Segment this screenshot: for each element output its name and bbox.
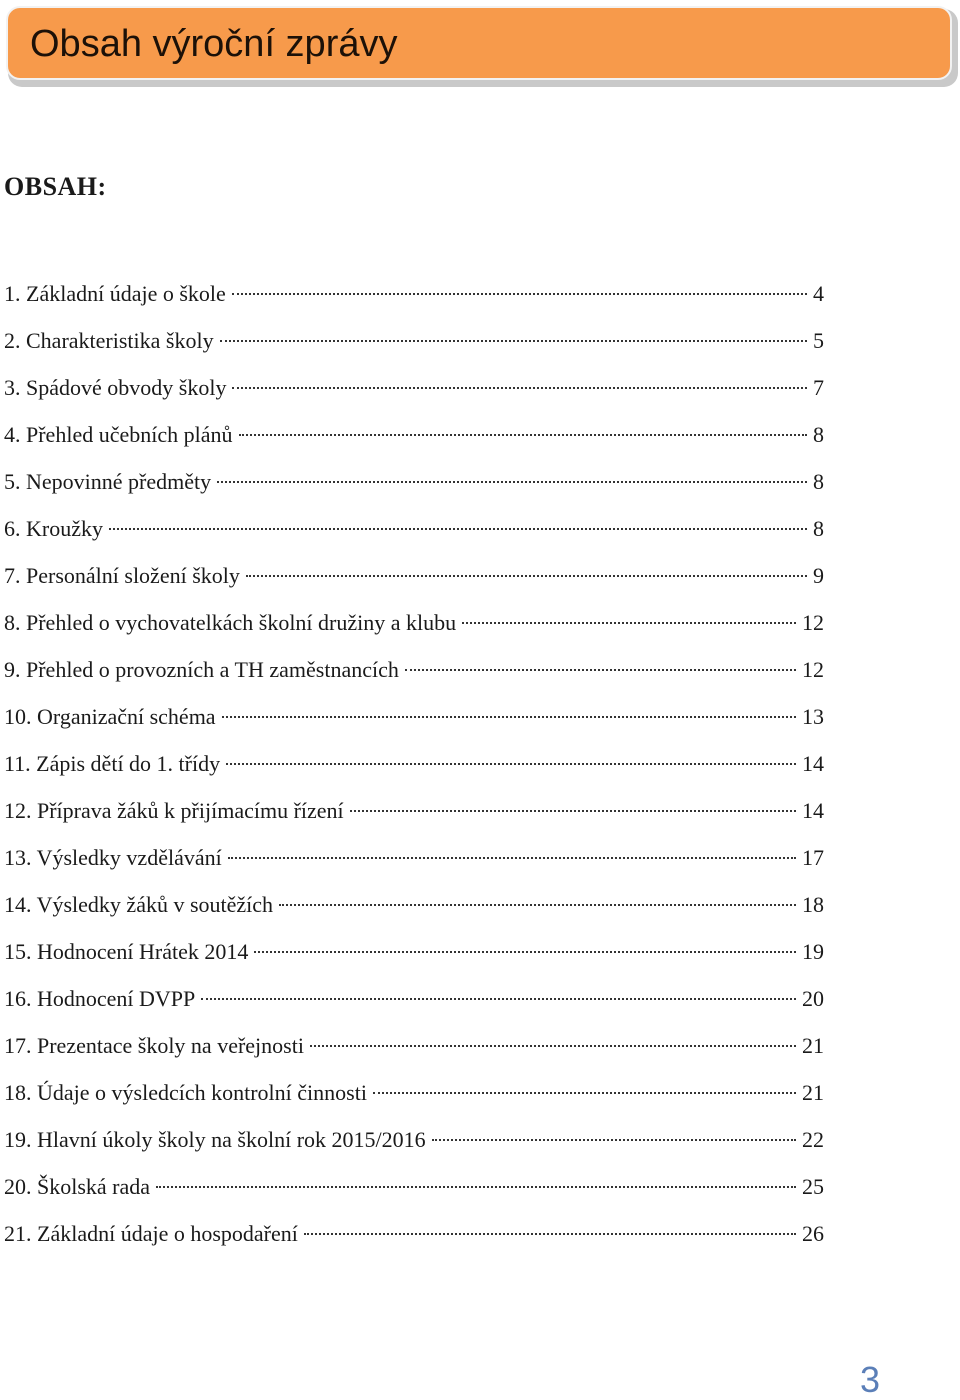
toc-leader-dots <box>310 1045 796 1047</box>
toc-entry-page: 7 <box>813 375 824 400</box>
page-title: Obsah výroční zprávy <box>30 23 398 65</box>
toc-leader-dots <box>462 622 796 624</box>
toc-entry-label: 11. Zápis dětí do 1. třídy <box>4 751 221 776</box>
toc-entry-label: 21. Základní údaje o hospodaření <box>4 1221 298 1246</box>
toc-entry[interactable] <box>4 1069 824 1116</box>
toc-entry-label: 13. Výsledky vzdělávání <box>4 845 222 870</box>
toc-entry-page: 8 <box>813 422 824 447</box>
toc-leader-dots <box>222 716 796 718</box>
toc-entry-page: 14 <box>802 798 824 823</box>
toc-leader-dots <box>405 669 796 671</box>
toc-entry[interactable] <box>4 881 824 928</box>
toc-leader-dots <box>232 293 807 295</box>
toc-entry-label: 6. Kroužky <box>4 516 103 541</box>
header-banner <box>6 6 952 80</box>
toc-leader-dots <box>373 1092 796 1094</box>
toc-entry-page: 14 <box>802 751 824 776</box>
toc-entry[interactable] <box>4 1116 824 1163</box>
toc-leader-dots <box>279 904 796 906</box>
toc-entry-page: 25 <box>802 1174 824 1199</box>
toc-entry-label: 7. Personální složení školy <box>4 563 240 588</box>
toc-entry[interactable] <box>4 928 824 975</box>
toc-leader-dots <box>109 528 807 530</box>
toc-entry[interactable] <box>4 646 824 693</box>
toc-entry-label: 5. Nepovinné předměty <box>4 469 212 494</box>
toc-leader-dots <box>228 857 796 859</box>
toc-leader-dots <box>254 951 796 953</box>
toc-entry-label: 15. Hodnocení Hrátek 2014 <box>4 939 249 964</box>
toc-leader-dots <box>201 998 796 1000</box>
toc-entry-label: 16. Hodnocení DVPP <box>4 986 196 1011</box>
toc-entry-page: 18 <box>802 892 824 917</box>
toc-entry[interactable] <box>4 270 824 317</box>
toc-entry-label: 2. Charakteristika školy <box>4 328 214 353</box>
toc-entry-page: 17 <box>802 845 824 870</box>
toc-entry-page: 12 <box>802 610 824 635</box>
toc-entry-label: 17. Prezentace školy na veřejnosti <box>4 1033 304 1058</box>
toc-entry-page: 8 <box>813 469 824 494</box>
toc-leader-dots <box>239 434 808 436</box>
toc-entry-label: 19. Hlavní úkoly školy na školní rok 2015/2016 <box>4 1127 426 1152</box>
toc-leader-dots <box>304 1233 796 1235</box>
toc-entry[interactable] <box>4 458 824 505</box>
toc-entry-label: 10. Organizační schéma <box>4 704 216 729</box>
toc-entry-page: 19 <box>802 939 824 964</box>
toc-entry-label: 4. Přehled učebních plánů <box>4 422 233 447</box>
toc-entry-page: 12 <box>802 657 824 682</box>
toc-entry[interactable] <box>4 975 824 1022</box>
toc-entry-label: 9. Přehled o provozních a TH zaměstnancích <box>4 657 399 682</box>
toc-entry[interactable] <box>4 1163 824 1210</box>
toc-leader-dots <box>217 481 807 483</box>
toc-entry-page: 8 <box>813 516 824 541</box>
toc-entry-label: 18. Údaje o výsledcích kontrolní činnosti <box>4 1080 367 1105</box>
toc-entry-page: 5 <box>813 328 824 353</box>
toc-entry-page: 26 <box>802 1221 824 1246</box>
toc-entry-page: 22 <box>802 1127 824 1152</box>
toc-leader-dots <box>432 1139 796 1141</box>
toc-entry[interactable] <box>4 364 824 411</box>
page-number: 3 <box>860 1359 881 1400</box>
toc-entry[interactable] <box>4 411 824 458</box>
toc-entry[interactable] <box>4 1022 824 1069</box>
toc-leader-dots <box>220 340 807 342</box>
toc-entry[interactable] <box>4 693 824 740</box>
toc-leader-dots <box>246 575 807 577</box>
toc-entry[interactable] <box>4 787 824 834</box>
toc-entry-page: 4 <box>813 281 824 306</box>
toc-entry[interactable] <box>4 1210 824 1257</box>
toc-entry-page: 13 <box>802 704 824 729</box>
toc-entry-label: 14. Výsledky žáků v soutěžích <box>4 892 274 917</box>
toc-entry-label: 1. Základní údaje o škole <box>4 281 226 306</box>
toc-entry[interactable] <box>4 599 824 646</box>
toc-entry-label: 20. Školská rada <box>4 1174 151 1199</box>
toc-entry-page: 9 <box>813 563 824 588</box>
toc-entry-label: 12. Příprava žáků k přijímacímu řízení <box>4 798 344 823</box>
toc-entry[interactable] <box>4 505 824 552</box>
toc-leader-dots <box>226 763 796 765</box>
toc-entry[interactable] <box>4 740 824 787</box>
toc-heading: OBSAH: <box>4 172 107 201</box>
toc-leader-dots <box>350 810 796 812</box>
toc-entry-page: 21 <box>802 1033 824 1058</box>
toc-leader-dots <box>156 1186 796 1188</box>
toc-entry[interactable] <box>4 834 824 881</box>
toc-entry-label: 8. Přehled o vychovatelkách školní družiny a klubu <box>4 610 457 635</box>
toc-entry-page: 21 <box>802 1080 824 1105</box>
table-of-contents <box>4 270 824 1257</box>
toc-entry-label: 3. Spádové obvody školy <box>4 375 227 400</box>
toc-leader-dots <box>232 387 807 389</box>
toc-entry[interactable] <box>4 317 824 364</box>
toc-entry[interactable] <box>4 552 824 599</box>
toc-entry-page: 20 <box>802 986 824 1011</box>
